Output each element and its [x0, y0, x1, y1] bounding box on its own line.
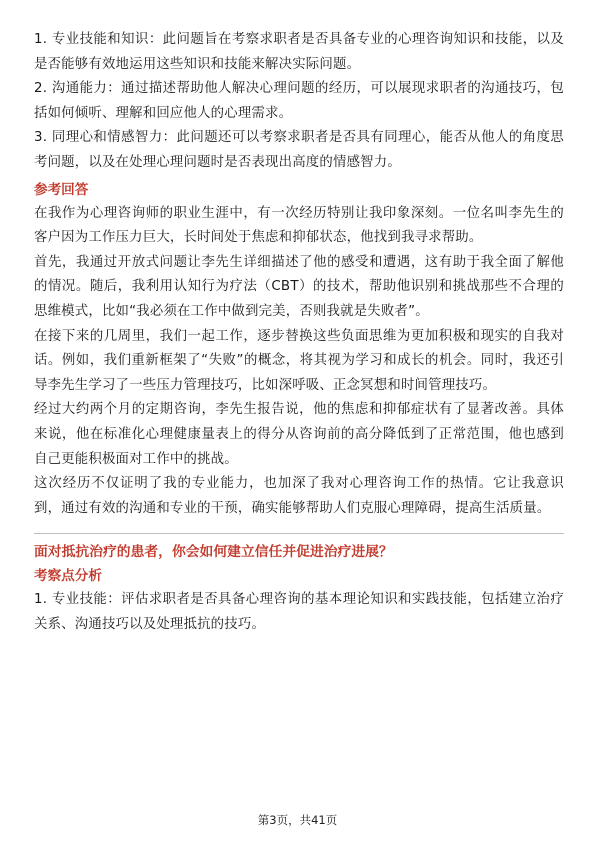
reference-answer-body — [34, 202, 564, 522]
answer-paragraph: 首先，我通过开放式问题让李先生详细描述了他的感受和遭遇，这有助于我全面了解他的情况。随后，我利用认知行为疗法（CBT）的技术，帮助他识别和挑战那些不合理的思维模式，比如“我必须在工作中做到完美，否则我就是失败者”。 — [34, 254, 564, 319]
interview-question: 面对抵抗治疗的患者，你会如何建立信任并促进治疗进展？ — [34, 544, 393, 561]
answer-paragraph: 在接下来的几周里，我们一起工作，逐步替换这些负面思维为更加积极和现实的自我对话。例如，我们重新框架了“失败”的概念，将其视为学习和成长的机会。同时，我还引导李先生学习了一些压力管理技巧，比如深呼吸、正念冥想和时间管理技巧。 — [34, 328, 564, 393]
answer-paragraph: 这次经历不仅证明了我的专业能力，也加深了我对心理咨询工作的热情。它让我意识到，通过有效的沟通和专业的干预，确实能够帮助人们克服心理障碍，提高生活质量。 — [34, 476, 564, 516]
reference-answer-heading: 参考回答 — [34, 181, 89, 198]
analysis-list-top — [34, 28, 564, 176]
analysis-point: 2. 沟通能力：通过描述帮助他人解决心理问题的经历，可以展现求职者的沟通技巧，包括如何倾听、理解和回应他人的心理需求。 — [34, 81, 564, 121]
analysis-heading: 考察点分析 — [34, 568, 102, 585]
analysis-point: 3. 同理心和情感智力：此问题还可以考察求职者是否具有同理心，能否从他人的角度思考问题，以及在处理心理问题时是否表现出高度的情感智力。 — [34, 130, 564, 170]
page-content — [34, 28, 564, 637]
answer-paragraph: 在我作为心理咨询师的职业生涯中，有一次经历特别让我印象深刻。一位名叫李先生的客户因为工作压力巨大，长时间处于焦虑和抑郁状态，他找到我寻求帮助。 — [34, 205, 564, 246]
page-number-footer: 第3页，共41页 — [257, 813, 338, 827]
analysis-list-bottom — [34, 588, 564, 637]
answer-paragraph: 经过大约两个月的定期咨询，李先生报告说，他的焦虑和抑郁症状有了显著改善。具体来说，他在标准化心理健康量表上的得分从咨询前的高分降低到了正常范围，他也感到自己更能积极面对工作中的挑战。 — [34, 402, 564, 467]
analysis-point: 1. 专业技能：评估求职者是否具备心理咨询的基本理论知识和实践技能，包括建立治疗关系、沟通技巧以及处理抵抗的技巧。 — [34, 592, 564, 632]
analysis-point: 1. 专业技能和知识：此问题旨在考察求职者是否具备专业的心理咨询知识和技能，以及是否能够有效地运用这些知识和技能来解决实际问题。 — [34, 32, 564, 72]
section-divider — [34, 533, 564, 534]
